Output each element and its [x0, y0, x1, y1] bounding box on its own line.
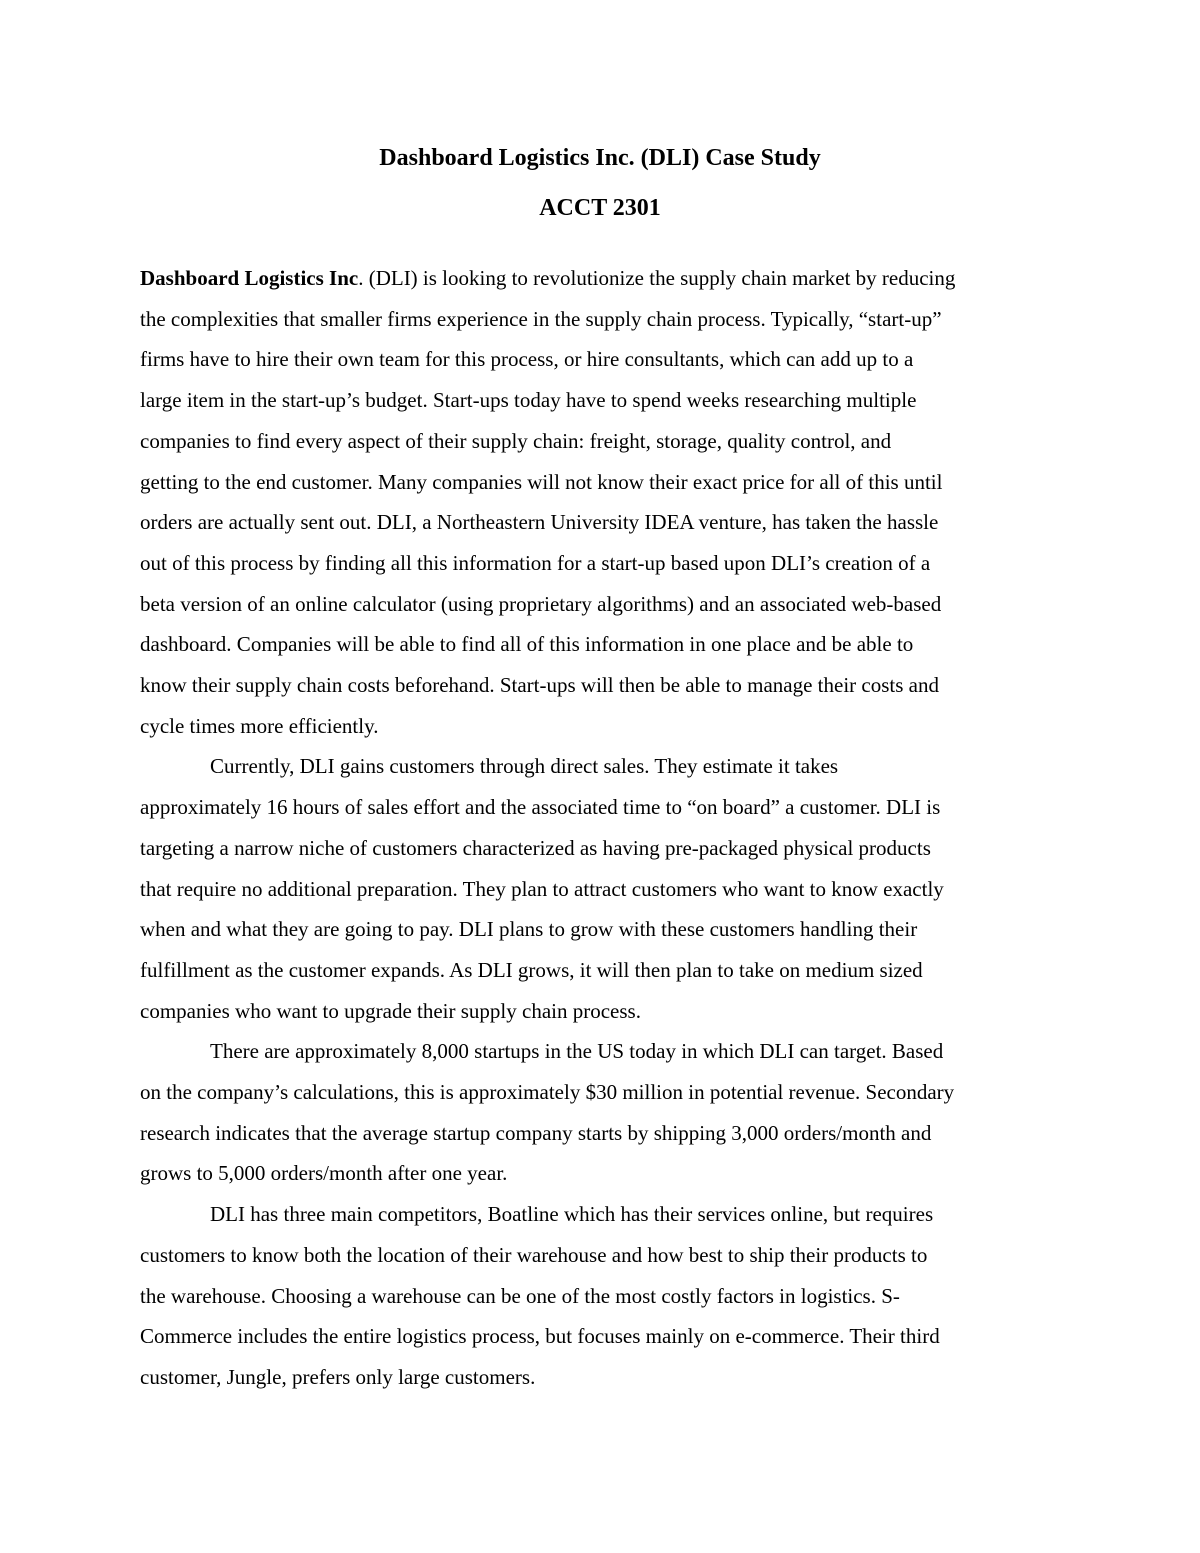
paragraph-line: customer, Jungle, prefers only large customers. — [140, 1364, 536, 1389]
paragraph-line: when and what they are going to pay. DLI plans to grow with these customers handling their — [140, 917, 918, 942]
line-text: . (DLI) is looking to revolutionize the supply chain market by reducing — [358, 266, 956, 290]
paragraph-line: beta version of an online calculator (using proprietary algorithms) and an associated web-based — [140, 591, 942, 616]
paragraph-intro — [140, 258, 1060, 746]
paragraph-line: firms have to hire their own team for this process, or hire consultants, which can add up to a — [140, 347, 914, 372]
paragraph-line: Currently, DLI gains customers through direct sales. They estimate it takes — [210, 754, 839, 779]
paragraph-line: know their supply chain costs beforehand. Start-ups will then be able to manage their costs and — [140, 673, 939, 698]
paragraph-line: fulfillment as the customer expands. As DLI grows, it will then plan to take on medium sized — [140, 957, 923, 982]
paragraph-competitors — [140, 1194, 1060, 1398]
paragraph-market — [140, 1031, 1060, 1194]
company-name-bold: Dashboard Logistics Inc — [140, 266, 359, 290]
paragraph-line: There are approximately 8,000 startups in the US today in which DLI can target. Based — [210, 1039, 944, 1064]
paragraph-line: the warehouse. Choosing a warehouse can be one of the most costly factors in logistics. S- — [140, 1283, 900, 1308]
paragraph-line: out of this process by finding all this information for a start-up based upon DLI’s creation of a — [140, 550, 931, 575]
paragraph-line: Commerce includes the entire logistics process, but focuses mainly on e-commerce. Their third — [140, 1324, 940, 1349]
paragraph-line: orders are actually sent out. DLI, a Northeastern University IDEA venture, has taken the hassle — [140, 510, 939, 535]
paragraph-line: research indicates that the average startup company starts by shipping 3,000 orders/month and — [140, 1120, 932, 1145]
paragraph-line: the complexities that smaller firms experience in the supply chain process. Typically, “start-up” — [140, 306, 942, 331]
paragraph-line: grows to 5,000 orders/month after one year. — [140, 1161, 508, 1186]
document-title: Dashboard Logistics Inc. (DLI) Case Study — [379, 145, 821, 171]
document-body — [140, 258, 1060, 1398]
paragraph-line — [140, 258, 1060, 299]
paragraph-line: large item in the start-up’s budget. Start-ups today have to spend weeks researching multiple — [140, 388, 917, 413]
paragraph-line: customers to know both the location of their warehouse and how best to ship their products to — [140, 1242, 928, 1267]
paragraph-line: targeting a narrow niche of customers characterized as having pre-packaged physical products — [140, 835, 931, 860]
paragraph-line: companies who want to upgrade their supply chain process. — [140, 998, 641, 1023]
paragraph-line: getting to the end customer. Many companies will not know their exact price for all of this until — [140, 469, 943, 494]
paragraph-line: companies to find every aspect of their supply chain: freight, storage, quality control, and — [140, 428, 892, 453]
paragraph-line: dashboard. Companies will be able to find all of this information in one place and be able to — [140, 632, 914, 657]
paragraph-line: on the company’s calculations, this is approximately $30 million in potential revenue. Secondary — [140, 1080, 955, 1105]
paragraph-sales — [140, 746, 1060, 1031]
paragraph-line: that require no additional preparation. They plan to attract customers who want to know exactly — [140, 876, 944, 901]
paragraph-line: approximately 16 hours of sales effort and the associated time to “on board” a customer. DLI is — [140, 795, 941, 820]
paragraph-line: DLI has three main competitors, Boatline which has their services online, but requires — [210, 1202, 934, 1227]
paragraph-line: cycle times more efficiently. — [140, 713, 379, 738]
course-code: ACCT 2301 — [539, 195, 661, 221]
